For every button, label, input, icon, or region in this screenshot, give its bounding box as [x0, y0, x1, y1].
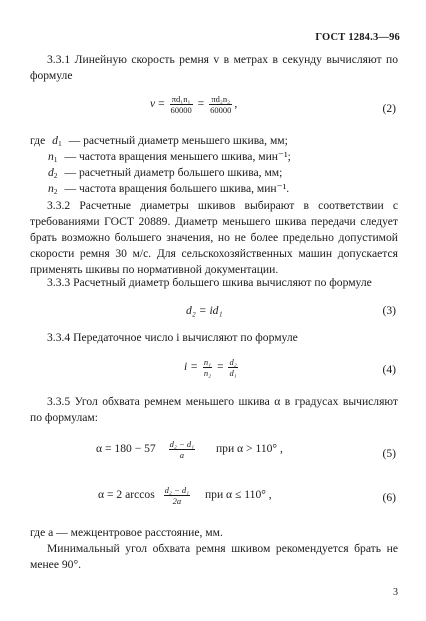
equation-3: d₂ = id₁ — [186, 304, 223, 317]
equation-number-3: (3) — [382, 304, 396, 317]
variable-legend-2: где a — межцентровое расстояние, мм. — [30, 526, 223, 539]
equation-number-2: (2) — [382, 102, 396, 115]
eq2-lhs: v — [150, 97, 156, 111]
paragraph-3-3-2: 3.3.2 Расчетные диаметры шкивов выбирают в соответствии с требованиями ГОСТ 20889. Диаметр меньшего шкива передачи следует брать возможно большего значения, но не более предельно допустимой скорости ремня 30 м/с. Для сельскохозяйственных машин допускается применять шкивы по нормативной документации. — [30, 199, 398, 276]
eq4-fraction-1: $\frac{\text{n₁}}{\text{n₂}}$ — [203, 357, 212, 378]
equation-5: α = 180 − 57 $\frac{\text{d₂ − d₁}}{a}$ при α > 110° , — [96, 439, 283, 460]
eq4-fraction-2: $\frac{\text{d₂}}{\text{d₁}}$ — [229, 357, 237, 378]
equation-6: α = 2 arccos $\frac{\text{d₂ − d₁}}{2a}$ при α ≤ 110° , — [98, 485, 272, 506]
paragraph-3-3-4: 3.3.4 Передаточное число i вычисляют по формуле — [47, 331, 298, 344]
legend-row: $d_2$ — расчетный диаметр большего шкива, мм; — [48, 166, 283, 180]
legend-row: $n_1$ — частота вращения меньшего шкива, мин⁻¹; — [48, 150, 291, 164]
eq5-fraction: $\frac{\text{d₂ − d₁}}{a}$ — [169, 439, 195, 460]
paragraph-3-3-1: 3.3.1 Линейную скорость ремня v в метрах в секунду вычисляют по формуле — [30, 53, 398, 82]
eq2-fraction-1: $\frac{\text{πd₁n₁}}{60000}$ — [170, 94, 192, 115]
eq2-fraction-2: $\frac{\text{πd₂n₂}}{60000}$ — [210, 94, 232, 115]
page-number: 3 — [393, 587, 398, 598]
equation-number-4: (4) — [382, 363, 396, 376]
document-header: ГОСТ 1284.3—96 — [315, 32, 400, 43]
paragraph-3-3-3: 3.3.3 Расчетный диаметр большего шкива вычисляют по формуле — [47, 276, 372, 289]
eq6-fraction: $\frac{\text{d₂ − d₁}}{2a}$ — [164, 485, 190, 506]
equation-4: i = $\frac{\text{n₁}}{\text{n₂}}$ = $\frac{\text{d₂}}{\text{d₁}}$ — [184, 357, 237, 378]
legend-row: $n_2$ — частота вращения большего шкива, мин⁻¹. — [48, 182, 290, 196]
equation-number-5: (5) — [382, 447, 396, 460]
paragraph-min-angle: Минимальный угол обхвата ремня шкивом рекомендуется брать не менее 90°. — [30, 542, 398, 571]
paragraph-3-3-5: 3.3.5 Угол обхвата ремнем меньшего шкива α в градусах вычисляют по формулам: — [30, 395, 398, 424]
equation-2: v = $\frac{\text{πd₁n₁}}{60000}$ = $\frac{\text{πd₂n₂}}{60000}$ , — [150, 94, 238, 115]
legend-row: где $d_1$ — расчетный диаметр меньшего шкива, мм; — [30, 134, 288, 148]
equation-number-6: (6) — [382, 491, 396, 504]
